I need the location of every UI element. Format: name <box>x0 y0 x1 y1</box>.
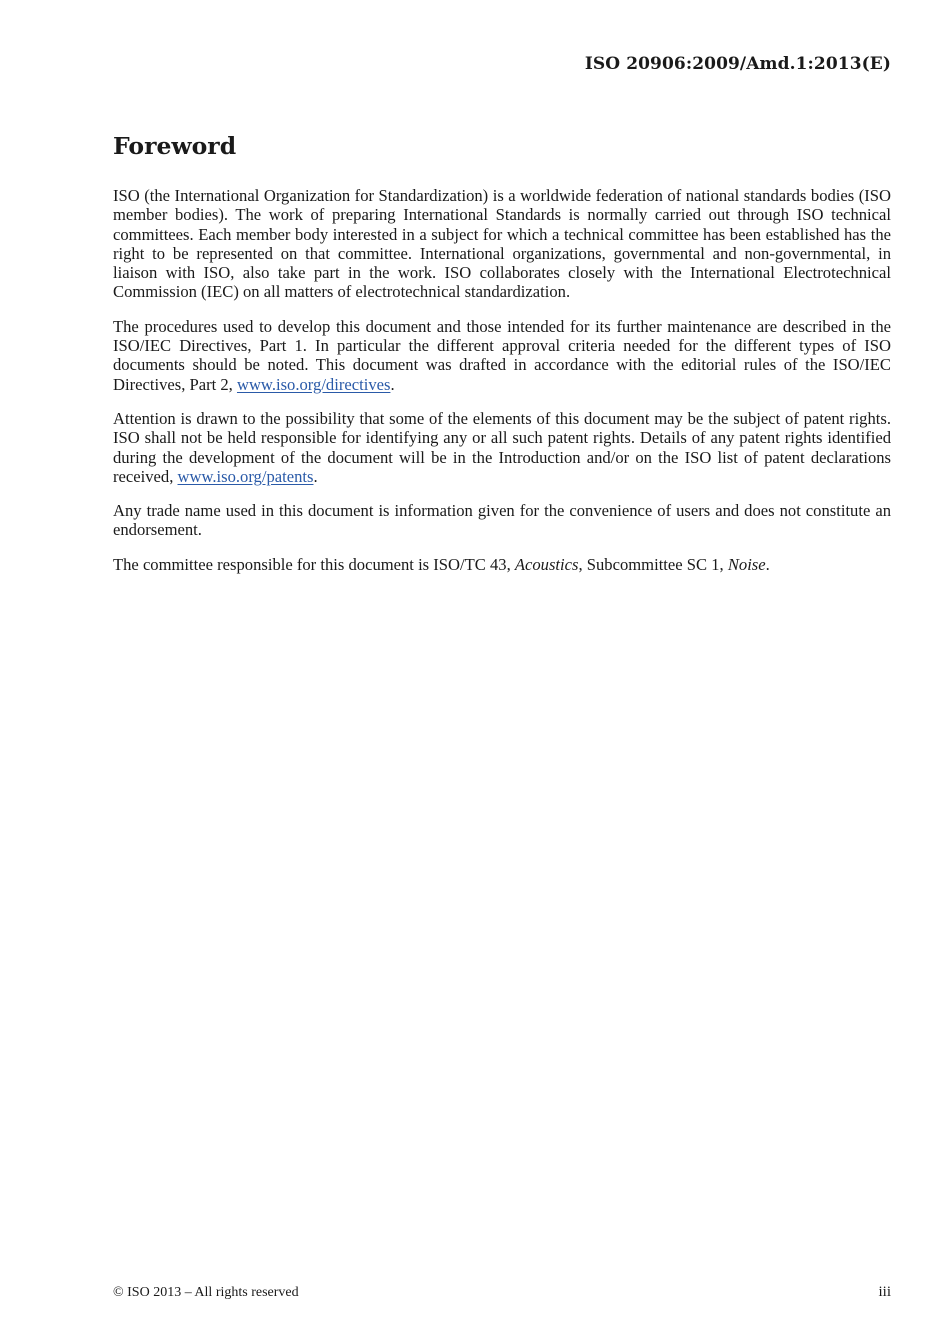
paragraph-iso-description: ISO (the International Organization for Standardization) is a worldwide federation of national standards bodies (ISO member bodies). The work of preparing International Standards is normally carried out through ISO technical committees. Each member body interested in a subject for which a technical committee has been established has the right to be represented on that committee. International organizations, governmental and non-governmental, in liaison with ISO, also take part in the work. ISO collaborates closely with the International Electrotechnical Commission (IEC) on all matters of electrotechnical standardization. <box>113 186 891 302</box>
paragraph-committee <box>113 555 891 574</box>
subcommittee-name: Noise <box>727 554 766 574</box>
committee-end: . <box>765 554 770 574</box>
committee-name: Acoustics <box>514 554 579 574</box>
paragraph-patents-text: Attention is drawn to the possibility that some of the elements of this document may be the subject of patent rights. ISO shall not be held responsible for identifying any or all such patent rights. Details of any patent rights identified during the development of the document will be in the Introduction and/or on the ISO list of patent declarations received, <box>113 408 891 486</box>
page-title: Foreword <box>113 132 237 160</box>
document-identifier: ISO 20906:2009/Amd.1:2013(E) <box>584 54 891 74</box>
paragraph-patents <box>113 409 891 486</box>
foreword-body <box>113 186 891 589</box>
committee-prefix: The committee responsible for this document is ISO/TC 43, <box>113 554 515 574</box>
copyright-notice: © ISO 2013 – All rights reserved <box>113 1285 299 1300</box>
paragraph-procedures-text: The procedures used to develop this document and those intended for its further maintenance are described in the ISO/IEC Directives, Part 1. In particular the different approval criteria needed for the different types of ISO documents should be noted. This document was drafted in accordance with the editorial rules of the ISO/IEC Directives, Part 2, <box>113 316 891 394</box>
paragraph-procedures <box>113 317 891 394</box>
directives-link[interactable]: www.iso.org/directives <box>236 374 391 394</box>
page-number: iii <box>878 1284 891 1300</box>
patents-link[interactable]: www.iso.org/patents <box>177 466 314 486</box>
committee-middle: , Subcommittee SC 1, <box>578 554 728 574</box>
paragraph-patents-end: . <box>313 466 318 486</box>
paragraph-procedures-end: . <box>390 374 395 394</box>
paragraph-trade-name: Any trade name used in this document is information given for the convenience of users and does not constitute an endorsement. <box>113 501 891 540</box>
